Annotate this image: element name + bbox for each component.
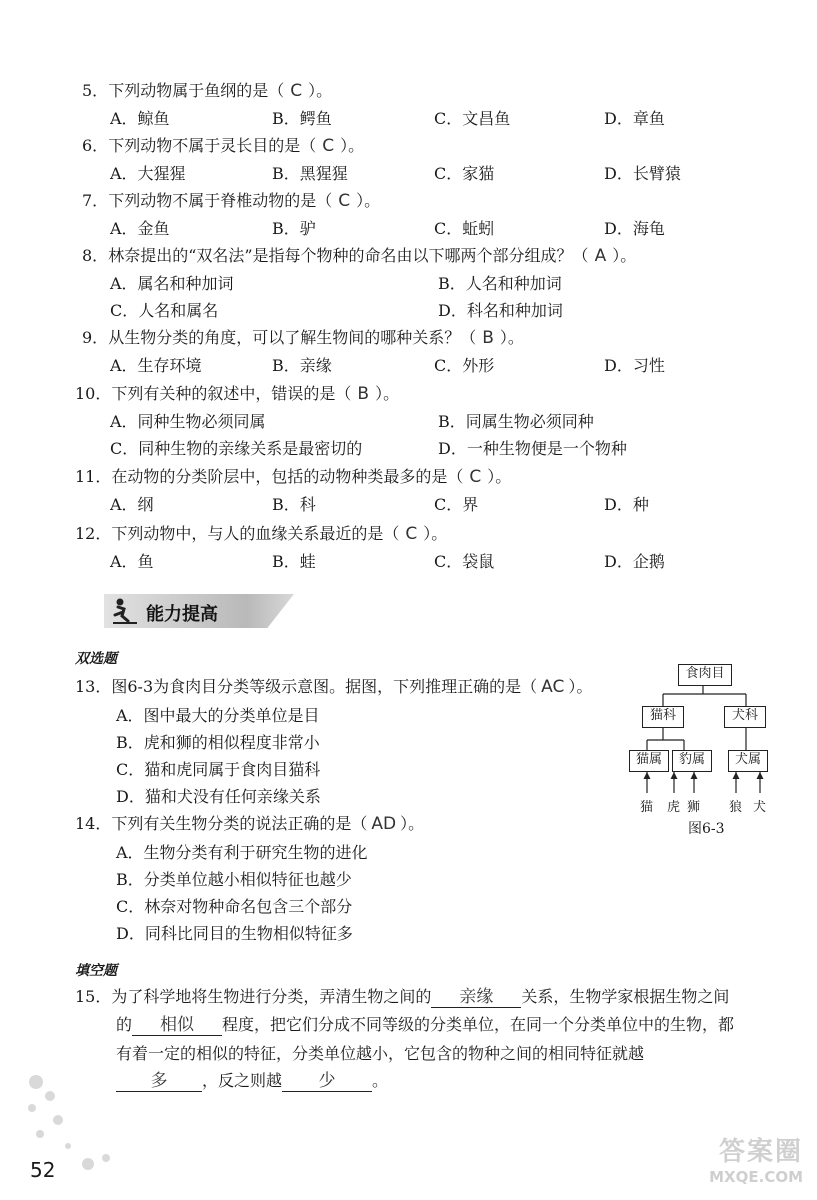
option-d: D．一种生物便是一个物种 <box>438 439 627 458</box>
runner-icon <box>110 597 140 625</box>
option-a: A．生物分类有利于研究生物的进化 <box>116 843 368 862</box>
genus-box-canis: 犬属 <box>728 750 768 772</box>
section-title: 能力提高 <box>146 604 218 625</box>
option-b: B．蛙 <box>272 552 316 571</box>
option-d: D．习性 <box>604 356 665 375</box>
question-9: 9．从生物分类的角度，可以了解生物间的哪种关系？（ B ）。 <box>82 328 524 348</box>
question-11: 11．在动物的分类阶层中，包括的动物种类最多的是（ C ）。 <box>75 467 512 487</box>
page-number: 52 <box>30 1158 56 1182</box>
double-choice-heading: 双选题 <box>75 651 117 667</box>
option-b: B．同属生物必须同种 <box>438 412 594 431</box>
option-a: A．金鱼 <box>110 219 170 238</box>
option-b: B．黑猩猩 <box>272 164 348 183</box>
handwritten-answer: B <box>357 384 370 404</box>
handwritten-answer: AC <box>541 677 565 697</box>
option-c: C．外形 <box>434 356 495 375</box>
animal-label-cat: 猫 <box>640 800 654 815</box>
option-d: D．长臂猿 <box>604 164 681 183</box>
blank-4: 少 <box>282 1071 372 1092</box>
question-text: 下列动物属于鱼纲的是（ <box>108 81 285 100</box>
option-d: D．科名和种加词 <box>438 301 563 320</box>
genus-box-felis: 猫属 <box>629 750 669 772</box>
option-a: A．生存环境 <box>110 356 202 375</box>
family-box-cat: 猫科 <box>642 706 684 728</box>
question-15-line-2: 的 相似 程度，把它们分成不同等级的分类单位，在同一个分类单位中的生物，都 <box>116 1015 735 1035</box>
question-number: 5． <box>82 81 109 100</box>
option-c: C．界 <box>434 495 479 514</box>
option-b: B．鳄鱼 <box>272 109 332 128</box>
animal-label-dog: 犬 <box>753 800 767 815</box>
handwritten-answer: C <box>469 467 482 487</box>
handwritten-answer: C <box>290 81 303 101</box>
watermark: 答案圈 MXQE.COM <box>709 1137 803 1186</box>
option-a: A．图中最大的分类单位是目 <box>116 706 320 725</box>
handwritten-answer: C <box>405 524 418 544</box>
classification-diagram <box>628 658 778 838</box>
animal-label-tiger: 虎 <box>667 800 681 815</box>
handwritten-answer: AD <box>371 814 397 834</box>
question-15-line-1: 15．为了科学地将生物进行分类，弄清生物之间的 亲缘 关系，生物学家根据生物之间 <box>75 987 730 1007</box>
question-6: 6．下列动物不属于灵长目的是（ C ）。 <box>82 136 365 156</box>
order-box: 食肉目 <box>678 664 732 686</box>
question-13: 13．图6-3为食肉目分类等级示意图。据图，下列推理正确的是（ AC ）。 <box>75 677 593 697</box>
animal-label-wolf: 狼 <box>729 800 743 815</box>
option-a: A．同种生物必须同属 <box>110 412 266 431</box>
option-b: B．亲缘 <box>272 356 332 375</box>
genus-box-panthera: 豹属 <box>672 750 712 772</box>
animal-label-lion: 狮 <box>687 800 701 815</box>
family-box-dog: 犬科 <box>724 706 766 728</box>
question-5: 5．下列动物属于鱼纲的是（ C ）。 <box>82 81 333 101</box>
question-15-line-3: 有着一定的相似的特征，分类单位越小，它包含的物种之间的相同特征就越 <box>116 1044 645 1063</box>
option-a: A．鲸鱼 <box>110 109 170 128</box>
option-b: B．科 <box>272 495 316 514</box>
option-c: C．人名和属名 <box>110 301 219 320</box>
question-7: 7．下列动物不属于脊椎动物的是（ C ）。 <box>82 191 381 211</box>
question-14: 14．下列有关生物分类的说法正确的是（ AD ）。 <box>75 814 425 834</box>
blank-1: 亲缘 <box>431 987 521 1008</box>
option-d: D．同科比同目的生物相似特征多 <box>116 924 353 943</box>
option-d: D．章鱼 <box>604 109 665 128</box>
question-10: 10．下列有关种的叙述中，错误的是（ B ）。 <box>75 384 400 404</box>
option-c: C．猫和虎同属于食肉目猫科 <box>116 760 321 779</box>
diagram-caption: 图6-3 <box>688 821 725 837</box>
option-b: B．分类单位越小相似特征也越少 <box>116 870 352 889</box>
option-a: A．属名和种加词 <box>110 274 234 293</box>
option-d: D．种 <box>604 495 649 514</box>
option-c: C．袋鼠 <box>434 552 495 571</box>
option-b: B．驴 <box>272 219 316 238</box>
option-a: A．大猩猩 <box>110 164 186 183</box>
handwritten-answer: B <box>482 328 494 348</box>
option-c: C．家猫 <box>434 164 495 183</box>
fill-blank-heading: 填空题 <box>75 963 117 979</box>
option-c: C．林奈对物种命名包含三个部分 <box>116 897 353 916</box>
option-d: D．企鹅 <box>604 552 665 571</box>
blank-2: 相似 <box>132 1015 222 1036</box>
option-d: D．猫和犬没有任何亲缘关系 <box>116 787 321 806</box>
option-c: C．蚯蚓 <box>434 219 495 238</box>
blank-3: 多 <box>116 1071 202 1092</box>
option-c: C．同种生物的亲缘关系是最密切的 <box>110 439 363 458</box>
option-c: C．文昌鱼 <box>434 109 511 128</box>
option-b: B．人名和种加词 <box>438 274 562 293</box>
handwritten-answer: A <box>594 246 607 266</box>
handwritten-answer: C <box>338 191 351 211</box>
option-a: A．纲 <box>110 495 154 514</box>
option-d: D．海龟 <box>604 219 665 238</box>
option-a: A．鱼 <box>110 552 154 571</box>
question-8: 8．林奈提出的“双名法”是指每个物种的命名由以下哪两个部分组成？（ A ）。 <box>82 246 637 266</box>
option-b: B．虎和狮的相似程度非常小 <box>116 733 320 752</box>
handwritten-answer: C <box>322 136 335 156</box>
question-15-line-4: 多 ，反之则越 少 。 <box>116 1070 388 1092</box>
question-12: 12．下列动物中，与人的血缘关系最近的是（ C ）。 <box>75 524 448 544</box>
